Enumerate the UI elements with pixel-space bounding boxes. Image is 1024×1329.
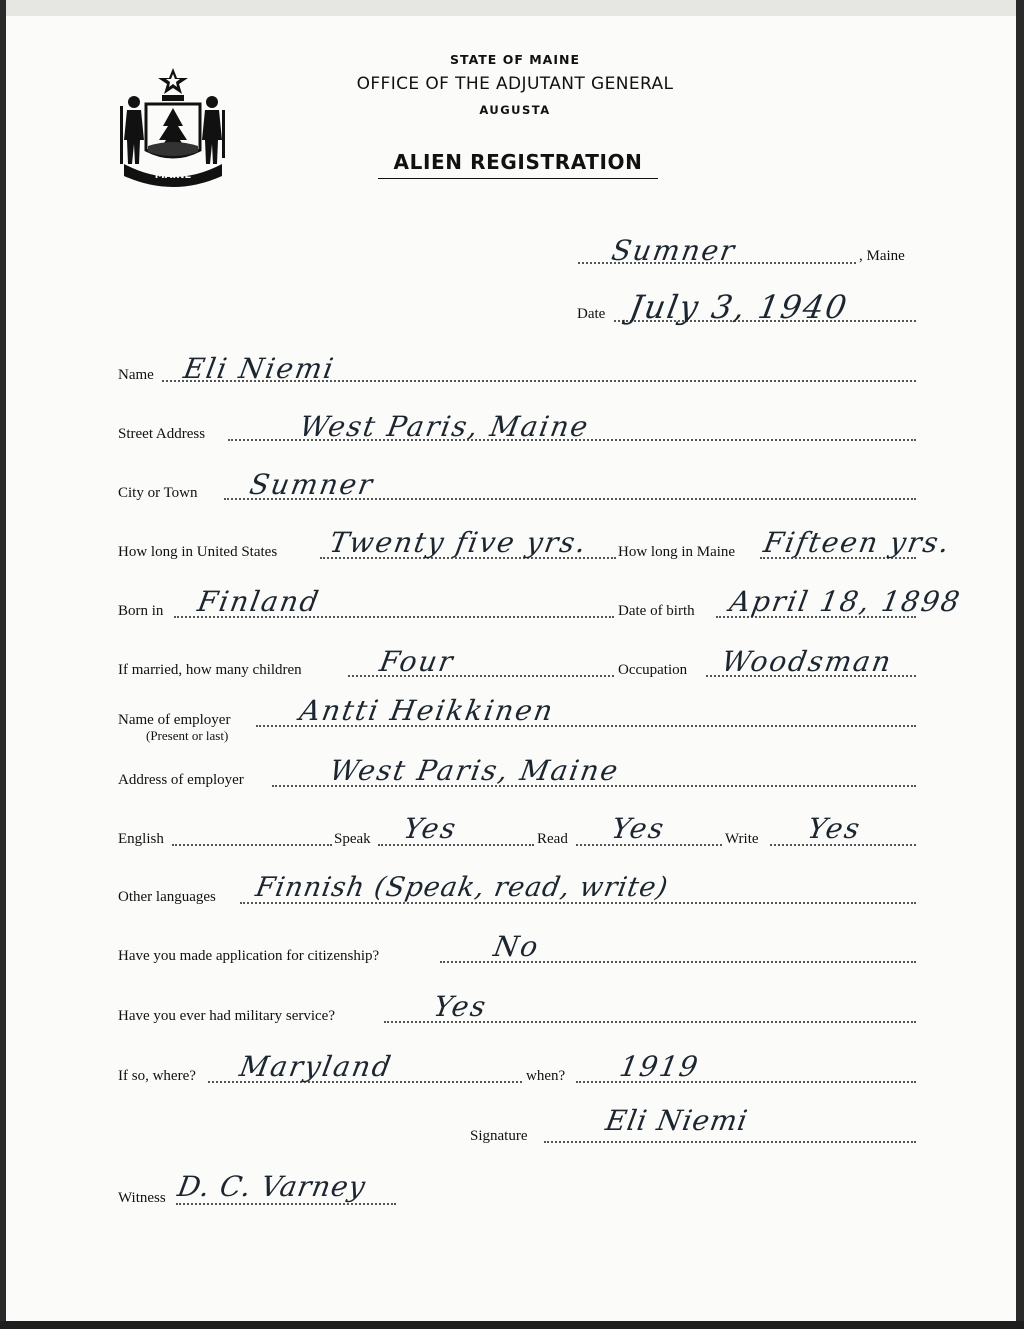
- employer-address-label: Address of employer: [118, 772, 244, 788]
- maine-duration-label: How long in Maine: [618, 544, 736, 560]
- seal-text: MAINE: [154, 170, 192, 181]
- military-value: Yes: [431, 990, 490, 1023]
- witness-label: Witness: [118, 1190, 166, 1206]
- us-duration-value: Twenty five yrs.: [327, 526, 591, 559]
- witness-value: D. C. Varney: [175, 1170, 369, 1203]
- header-state: STATE OF MAINE: [450, 52, 580, 67]
- children-label: If married, how many children: [118, 662, 302, 678]
- state-seal-icon: [118, 66, 228, 188]
- when-label: when?: [526, 1068, 566, 1084]
- employer-address-value: West Paris, Maine: [327, 754, 623, 787]
- citizenship-value: No: [491, 930, 543, 963]
- born-value: Finland: [195, 585, 323, 618]
- citizenship-label: Have you made application for citizenship?: [118, 948, 380, 964]
- write-value: Yes: [805, 812, 864, 845]
- occupation-value: Woodsman: [719, 645, 896, 678]
- city-value: Sumner: [247, 468, 377, 501]
- employer-label: Name of employer: [118, 712, 231, 728]
- city-label: City or Town: [118, 485, 198, 501]
- date-value: July 3, 1940: [626, 288, 852, 326]
- employer-sublabel: (Present or last): [146, 728, 229, 743]
- employer-value: Antti Heikkinen: [297, 694, 558, 727]
- signature-line: [544, 1141, 916, 1143]
- read-label: Read: [537, 831, 568, 847]
- dob-value: April 18, 1898: [727, 585, 964, 618]
- other-languages-label: Other languages: [118, 889, 216, 905]
- name-label: Name: [118, 367, 154, 383]
- where-label: If so, where?: [118, 1068, 196, 1084]
- english-line: [172, 844, 332, 846]
- speak-value: Yes: [401, 812, 460, 845]
- children-value: Four: [377, 645, 458, 678]
- when-value: 1919: [617, 1050, 703, 1083]
- header-office: OFFICE OF THE ADJUTANT GENERAL: [356, 74, 674, 94]
- name-value: Eli Niemi: [181, 352, 338, 385]
- scan-edge-top: [0, 0, 1024, 16]
- witness-line: [176, 1203, 396, 1205]
- signature-value: Eli Niemi: [603, 1104, 751, 1137]
- english-label: English: [118, 831, 164, 847]
- speak-label: Speak: [334, 831, 371, 847]
- scan-edge-right: [1016, 0, 1024, 1329]
- read-value: Yes: [609, 812, 668, 845]
- other-languages-value: Finnish (Speak, read, write): [253, 872, 671, 903]
- form-title: ALIEN REGISTRATION: [378, 150, 658, 179]
- street-value: West Paris, Maine: [297, 410, 593, 443]
- scan-edge-bottom: [0, 1321, 1024, 1329]
- where-value: Maryland: [237, 1050, 396, 1083]
- header-city: AUGUSTA: [479, 103, 551, 117]
- occupation-label: Occupation: [618, 662, 688, 678]
- date-label: Date: [577, 306, 606, 322]
- us-duration-label: How long in United States: [118, 544, 278, 560]
- street-label: Street Address: [118, 426, 206, 442]
- dob-label: Date of birth: [618, 603, 695, 619]
- maine-duration-value: Fifteen yrs.: [761, 526, 954, 559]
- scan-edge-left: [0, 0, 6, 1329]
- town-suffix: , Maine: [859, 248, 905, 264]
- signature-label: Signature: [470, 1128, 528, 1144]
- town-value: Sumner: [609, 234, 739, 267]
- write-label: Write: [725, 831, 759, 847]
- born-label: Born in: [118, 603, 164, 619]
- military-label: Have you ever had military service?: [118, 1008, 335, 1024]
